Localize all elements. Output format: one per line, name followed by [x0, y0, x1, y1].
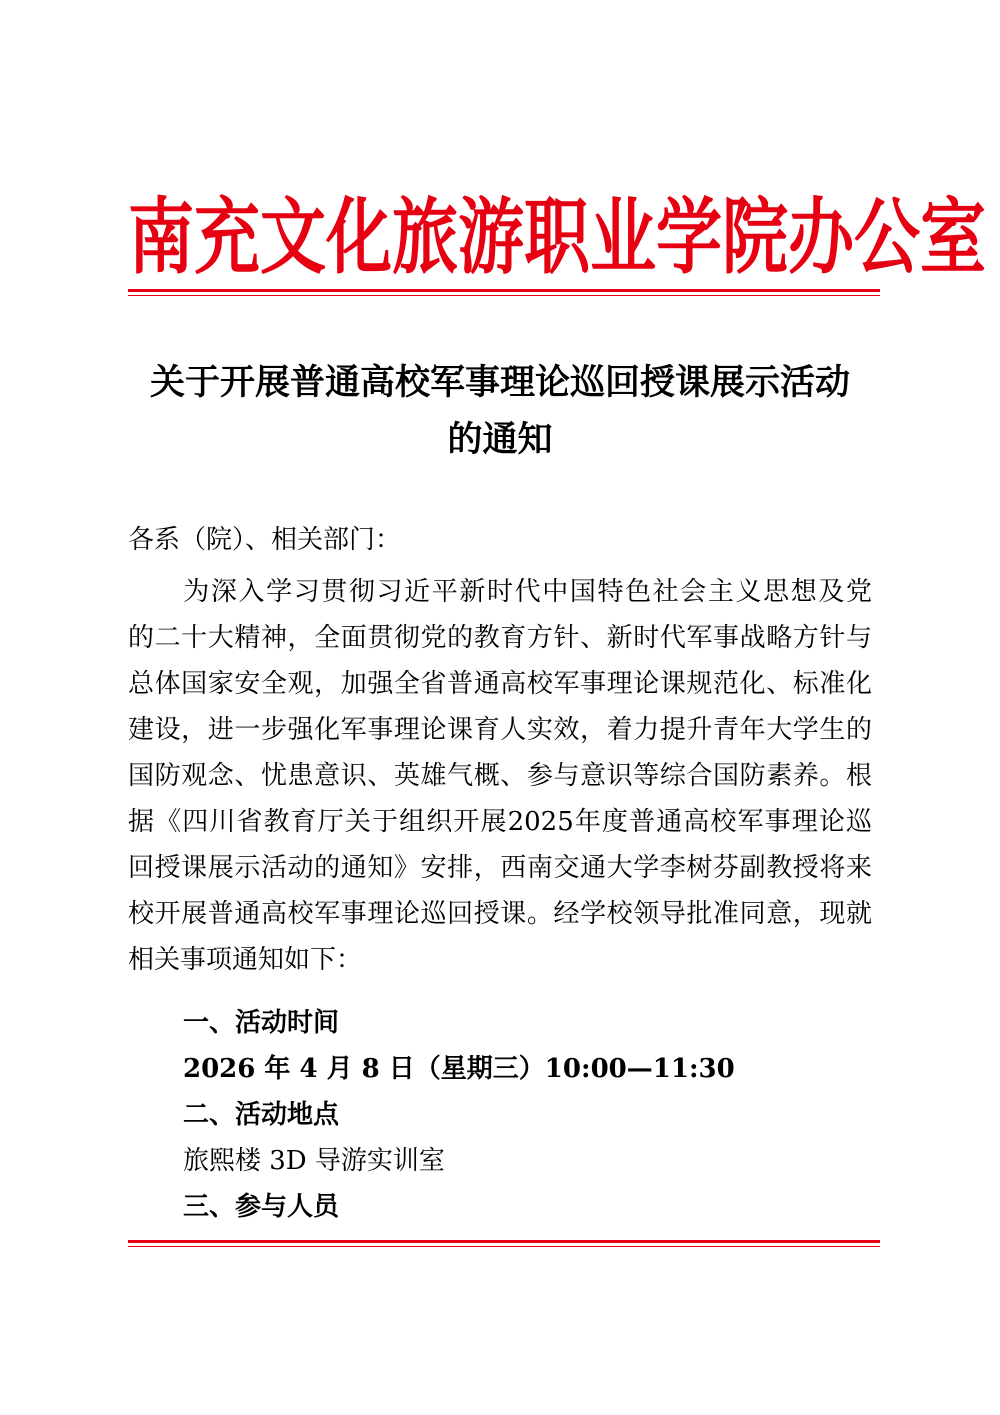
body-line: 总体国家安全观，加强全省普通高校军事理论课规范化、标准化: [128, 669, 872, 699]
org-letterhead-title: 南充文化旅游职业学院办公室: [128, 189, 986, 286]
body-line: 建设，进一步强化军事理论课育人实效，着力提升青年大学生的: [128, 715, 872, 745]
section-heading-time: 一、活动时间: [183, 1008, 340, 1038]
letterhead-divider-thick: [128, 289, 880, 292]
body-paragraph: [128, 569, 872, 983]
section-heading-location: 二、活动地点: [183, 1100, 340, 1130]
body-line: 国防观念、忧患意识、英雄气概、参与意识等综合国防素养。根: [128, 761, 872, 791]
section-heading-participants: 三、参与人员: [183, 1192, 340, 1222]
body-line: 的二十大精神，全面贯彻党的教育方针、新时代军事战略方针与: [128, 623, 872, 653]
document-title-line-2: 的通知: [447, 419, 553, 460]
document-title-line-1: 关于开展普通高校军事理论巡回授课展示活动: [149, 362, 850, 403]
footer-divider-thin: [128, 1246, 880, 1247]
activity-time-value: 2026 年 4 月 8 日（星期三）10:00—11:30: [183, 1054, 735, 1084]
activity-location-value: 旅熙楼 3D 导游实训室: [183, 1146, 445, 1176]
body-line: 为深入学习贯彻习近平新时代中国特色社会主义思想及党: [128, 577, 872, 607]
body-line: 校开展普通高校军事理论巡回授课。经学校领导批准同意，现就: [128, 899, 872, 929]
body-line: 相关事项通知如下：: [128, 945, 363, 975]
footer-divider-thick: [128, 1240, 880, 1243]
body-line: 回授课展示活动的通知》安排，西南交通大学李树芬副教授将来: [128, 853, 872, 883]
salutation: 各系（院）、相关部门：: [128, 525, 402, 555]
letterhead-divider-thin: [128, 295, 880, 296]
body-line: 据《四川省教育厅关于组织开展2025年度普通高校军事理论巡: [128, 807, 872, 837]
